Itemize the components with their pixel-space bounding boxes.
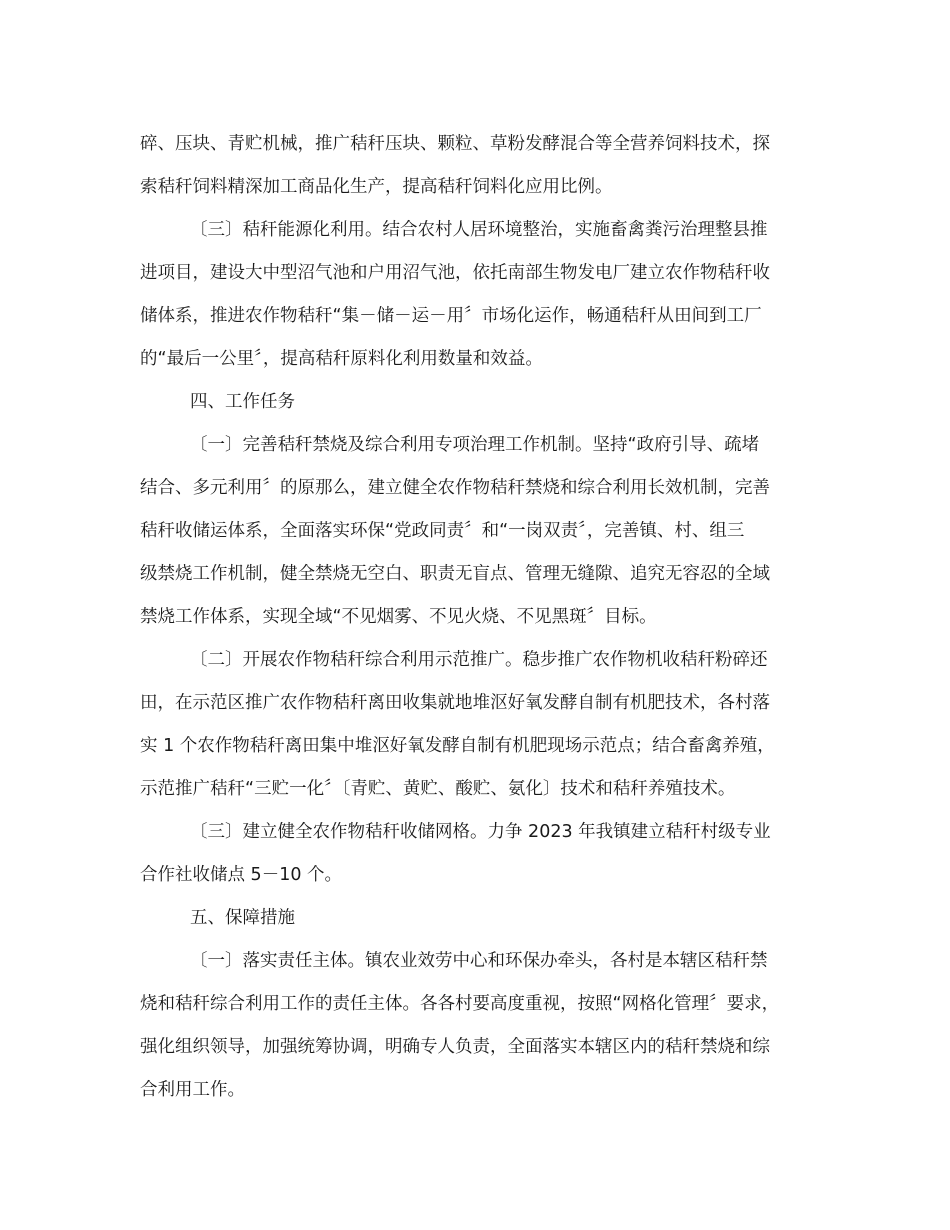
text-line: 烧和秸秆综合利用工作的责任主体。各各村要高度重视，按照“网格化管理〞要求， <box>140 994 780 1014</box>
text-line: 的“最后一公里〞，提高秸秆原料化利用数量和效益。 <box>140 349 543 369</box>
text-line: 级禁烧工作机制，健全禁烧无空白、职责无盲点、管理无缝隙、追究无容忍的全域 <box>140 564 770 584</box>
paragraph-start: 〔三〕建立健全农作物秸秆收储网格。力争 2023 年我镇建立秸秆村级专业 <box>190 822 771 842</box>
text-line: 强化组织领导，加强统筹协调，明确专人负责，全面落实本辖区内的秸秆禁烧和综 <box>140 1037 770 1057</box>
text-line: 秸秆收储运体系，全面落实环保“党政同责〞和“一岗双责〞，完善镇、村、组三 <box>140 521 745 541</box>
text-line: 合利用工作。 <box>140 1080 245 1100</box>
text-line: 实 1 个农作物秸秆离田集中堆沤好氧发酵自制有机肥现场示范点；结合畜禽养殖， <box>140 736 775 756</box>
text-line: 禁烧工作体系，实现全域“不见烟雾、不见火烧、不见黑斑〞目标。 <box>140 607 657 627</box>
text-line: 碎、压块、青贮机械，推广秸秆压块、颗粒、草粉发酵混合等全营养饲料技术，探 <box>140 134 770 154</box>
section-heading: 四、工作任务 <box>190 392 295 412</box>
paragraph-start: 〔一〕完善秸秆禁烧及综合利用专项治理工作机制。坚持“政府引导、疏堵 <box>190 435 760 455</box>
paragraph-start: 〔二〕开展农作物秸秆综合利用示范推广。稳步推广农作物机收秸秆粉碎还 <box>190 650 768 670</box>
text-line: 示范推广秸秆“三贮一化〞〔青贮、黄贮、酸贮、氨化〕技术和秸秆养殖技术。 <box>140 779 736 799</box>
text-line: 结合、多元利用〞的原那么，建立健全农作物秸秆禁烧和综合利用长效机制，完善 <box>140 478 770 498</box>
section-heading: 五、保障措施 <box>190 908 295 928</box>
paragraph-start: 〔三〕秸秆能源化利用。结合农村人居环境整治，实施畜禽粪污治理整县推 <box>190 220 768 240</box>
text-line: 田，在示范区推广农作物秸秆离田收集就地堆沤好氧发酵自制有机肥技术，各村落 <box>140 693 770 713</box>
text-line: 索秸秆饲料精深加工商品化生产，提高秸秆饲料化应用比例。 <box>140 177 613 197</box>
paragraph-start: 〔一〕落实责任主体。镇农业效劳中心和环保办牵头，各村是本辖区秸秆禁 <box>190 951 768 971</box>
text-line: 储体系，推进农作物秸秆“集－储－运－用〞市场化运作，畅通秸秆从田间到工厂 <box>140 306 762 326</box>
text-line: 合作社收储点 5－10 个。 <box>140 865 343 885</box>
text-line: 进项目，建设大中型沼气池和户用沼气池，依托南部生物发电厂建立农作物秸秆收 <box>140 263 770 283</box>
